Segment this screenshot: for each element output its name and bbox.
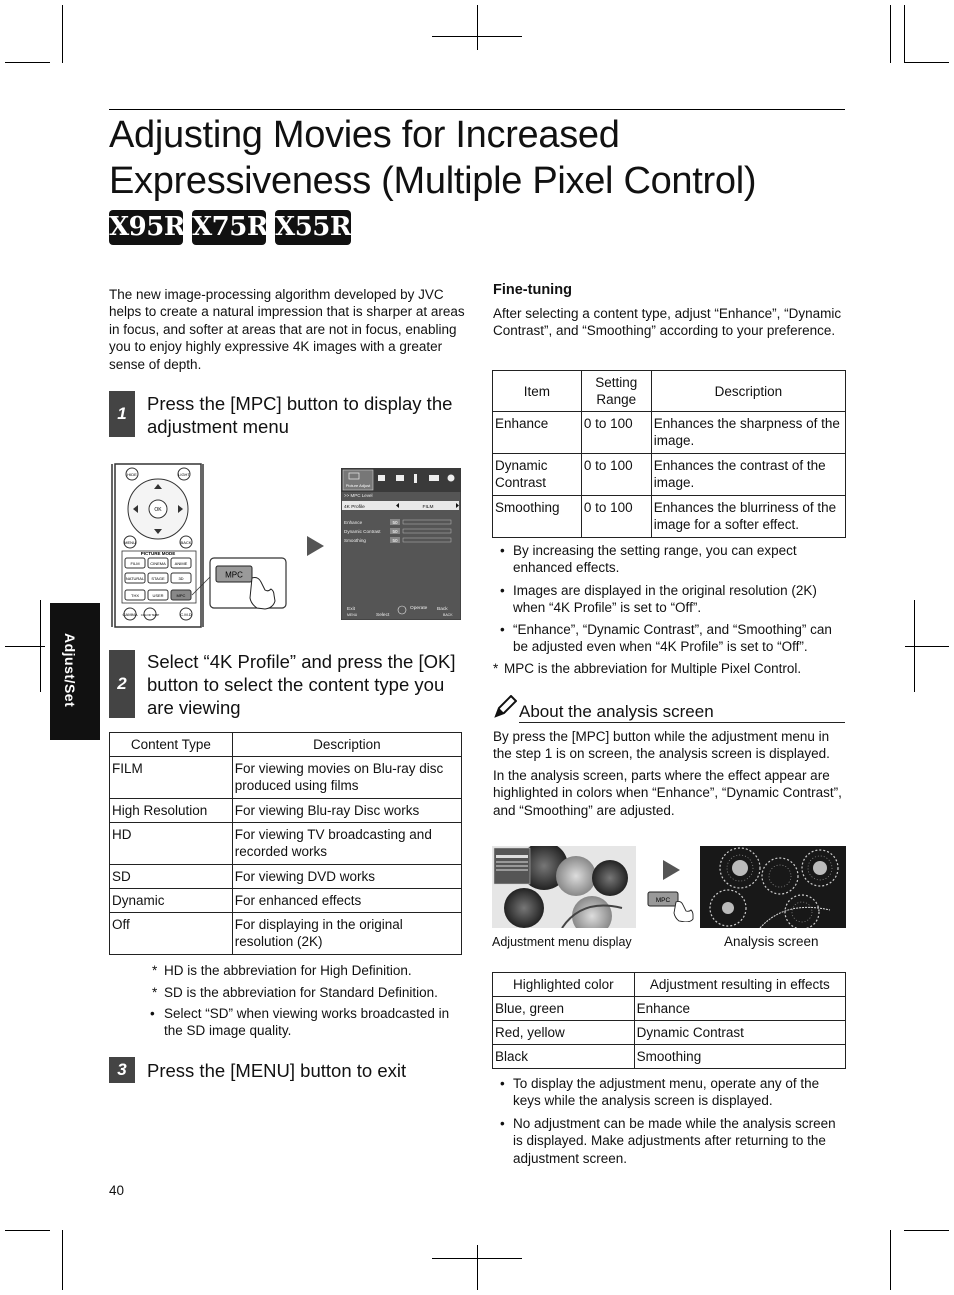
table-header-row — [493, 371, 846, 412]
step-3-number: 3 — [109, 1057, 135, 1083]
page-title-line-2: Expressiveness (Multiple Pixel Control) — [109, 160, 757, 202]
table-cell: Dynamic — [110, 889, 233, 913]
back-key: BACK — [443, 613, 453, 617]
note-mark: * — [152, 963, 158, 978]
light-button-label: LIGHT — [178, 472, 190, 477]
enhance-value: 50 — [392, 520, 398, 525]
crop-mark — [904, 1230, 949, 1231]
table-cell: High Resolution — [110, 799, 233, 823]
crop-mark — [5, 1230, 50, 1231]
table-cell: SD — [110, 865, 233, 889]
step-2-number: 2 — [109, 650, 135, 718]
natural-button-label: NATURAL — [125, 576, 145, 581]
4k-profile-value: FILM — [422, 505, 434, 510]
analysis-heading: About the analysis screen — [519, 702, 714, 721]
title-rule — [109, 109, 845, 110]
dynamic-contrast-label: Dynamic Contrast — [344, 529, 381, 534]
highlight-color-table — [492, 972, 846, 1069]
crop-mark — [904, 5, 905, 63]
table-cell: Enhances the blurriness of the image for a softer effect. — [651, 496, 845, 538]
table-row — [110, 865, 462, 889]
table-cell: 0 to 100 — [581, 412, 651, 454]
cinema-button-label: CINEMA — [150, 561, 166, 566]
note-text: HD is the abbreviation for High Definition. — [164, 963, 412, 978]
table-cell: Smoothing — [493, 496, 582, 538]
table-cell: For viewing DVD works — [232, 865, 461, 889]
table-row — [110, 823, 462, 865]
crop-mark — [890, 5, 891, 63]
mpc-callout-label: MPC — [225, 570, 243, 580]
table-cell: For viewing movies on Blu-ray disc produced using films — [232, 757, 461, 799]
analysis-para-1: By press the [MPC] button while the adjustment menu in the step 1 is on screen, the analysis screen is displayed. — [493, 729, 830, 762]
table-cell: Blue, green — [493, 997, 635, 1021]
page-number: 40 — [109, 1183, 125, 1198]
picture-adjust-tab-label: Picture Adjust — [345, 483, 371, 488]
table-row — [493, 1045, 846, 1069]
pencil-icon — [493, 695, 517, 719]
crop-mark — [5, 62, 50, 63]
note-mark: • — [500, 543, 505, 558]
mpc-press-illustration — [646, 890, 698, 922]
menu-breadcrumb: >> MPC Level — [344, 493, 373, 498]
table-cell: 0 to 100 — [581, 496, 651, 538]
back-button-label: BACK — [180, 540, 192, 545]
note-mark: • — [150, 1006, 155, 1021]
back-hint: Back — [437, 607, 448, 612]
model-badge-x75r: X75R — [192, 210, 266, 245]
hand-pointer-icon — [674, 901, 693, 922]
table-cell: For displaying in the original resolution (2K) — [232, 913, 461, 955]
arrow-right-icon — [307, 536, 324, 556]
note-mark: * — [493, 661, 499, 676]
table-cell: For viewing TV broadcasting and recorded works — [232, 823, 461, 865]
table-header-cell: Content Type — [110, 733, 233, 757]
note-mark: • — [500, 583, 505, 598]
arrow-right-icon — [663, 860, 680, 880]
table-cell: Enhances the contrast of the image. — [651, 454, 845, 496]
dynamic-contrast-value: 50 — [392, 529, 398, 534]
color-temp-button-label: COLOR TEMP — [140, 613, 160, 617]
note-text: Images are displayed in the original resolution (2K) when “4K Profile” is set to “Off”. — [513, 583, 817, 616]
crop-mark — [890, 1230, 891, 1290]
crop-mark — [477, 1245, 478, 1290]
crop-mark — [432, 36, 522, 37]
note-text: No adjustment can be made while the analysis screen is displayed. Make adjustments after returning to the adjustment screen. — [513, 1116, 836, 1166]
crop-mark — [432, 1258, 522, 1259]
table-cell: FILM — [110, 757, 233, 799]
table-cell: Black — [493, 1045, 635, 1069]
operate-hint: Operate — [410, 606, 428, 611]
table-cell: Enhances the sharpness of the image. — [651, 412, 845, 454]
3d-button-label: 3D — [178, 576, 184, 581]
crop-mark — [477, 5, 478, 50]
crop-mark — [62, 5, 63, 63]
analysis-heading-rule — [519, 722, 845, 723]
table-header-cell: Item — [493, 371, 582, 412]
section-tab — [50, 603, 100, 740]
caption-adjustment-menu: Adjustment menu display — [492, 935, 632, 949]
crop-mark — [905, 646, 949, 647]
analysis-screen-image — [700, 846, 846, 928]
table-cell: For viewing Blu-ray Disc works — [232, 799, 461, 823]
note-text: SD is the abbreviation for Standard Definition. — [164, 985, 438, 1000]
caption-analysis-screen: Analysis screen — [724, 934, 819, 949]
table-cell: Dynamic Contrast — [493, 454, 582, 496]
table-header-row — [110, 733, 462, 757]
note-mark: • — [500, 1076, 505, 1091]
table-row — [493, 412, 846, 454]
user-button-label: USER — [152, 593, 164, 598]
mpc-menu-screen — [341, 468, 461, 620]
hide-button-label: HIDE — [127, 472, 137, 477]
page-title — [109, 112, 849, 204]
table-header-cell: Highlighted color — [493, 973, 635, 997]
note-mark: * — [152, 985, 158, 1000]
mpc-button-label: MPC — [655, 897, 671, 904]
menu-button-label: MENU — [124, 540, 136, 545]
table-row — [110, 913, 462, 955]
adjustment-menu-display-image — [492, 846, 636, 928]
note-text: To display the adjustment menu, operate any of the keys while the analysis screen is displayed. — [513, 1076, 820, 1109]
table-cell: 0 to 100 — [581, 454, 651, 496]
crop-mark — [5, 646, 45, 647]
smoothing-label: Smoothing — [344, 538, 366, 543]
model-badge-x55r: X55R — [275, 210, 351, 245]
ok-button-label: OK — [154, 507, 162, 513]
table-cell: Red, yellow — [493, 1021, 635, 1045]
picture-mode-label: PICTURE MODE — [140, 551, 176, 556]
anime-button-label: ANIME — [174, 561, 188, 566]
note-text: MPC is the abbreviation for Multiple Pixel Control. — [504, 661, 802, 676]
table-row — [110, 757, 462, 799]
table-cell: Dynamic Contrast — [634, 1021, 845, 1045]
film-button-label: FILM — [130, 561, 140, 566]
enhance-label: Enhance — [344, 520, 363, 525]
table-cell: Off — [110, 913, 233, 955]
stage-button-label: STAGE — [151, 576, 165, 581]
table-row — [110, 799, 462, 823]
exit-hint: Exit — [347, 607, 355, 612]
table-row — [493, 1021, 846, 1045]
crop-mark — [62, 1230, 63, 1290]
4k-profile-label: 4K Profile — [344, 505, 365, 510]
table-header-cell: Description — [651, 371, 845, 412]
table-cell: For enhanced effects — [232, 889, 461, 913]
table-cell: Smoothing — [634, 1045, 845, 1069]
section-tab-label: Adjust/Set — [62, 633, 78, 708]
remote-illustration — [110, 462, 290, 630]
note-text: “Enhance”, “Dynamic Contrast”, and “Smoothing” can be adjusted even when “4K Profile” is set to “Off”. — [513, 622, 832, 655]
thx-button-label: THX — [131, 593, 139, 598]
crop-mark — [904, 62, 949, 63]
note-text: By increasing the setting range, you can expect enhanced effects. — [513, 543, 797, 576]
table-header-cell: Setting Range — [581, 371, 651, 412]
table-row — [493, 496, 846, 538]
model-badge-x95r: X95R — [109, 210, 183, 245]
step-1-text: Press the [MPC] button to display the adjustment menu — [147, 393, 453, 437]
exit-key: MENU — [347, 613, 358, 617]
step-2-text: Select “4K Profile” and press the [OK] button to select the content type you are viewing — [147, 651, 456, 718]
intro-text: The new image-processing algorithm developed by JVC helps to create a natural impression that is sharper at areas in focus, and softer at areas that are not in focus, enabling you to enjoy highly expressive 4K images with a greater sense of depth. — [109, 287, 465, 372]
analysis-para-2: In the analysis screen, parts where the effect appear are highlighted in colors when “Enhance”, “Dynamic Contrast”, and “Smoothing” are adjusted. — [493, 768, 842, 818]
mpc-button-label: MPC — [176, 593, 186, 598]
fine-tuning-table — [492, 370, 846, 538]
table-header-row — [493, 973, 846, 997]
table-cell: HD — [110, 823, 233, 865]
gamma-button-label: GAMMA — [122, 612, 138, 617]
page-title-line-1: Adjusting Movies for Increased — [109, 114, 620, 156]
note-text: Select “SD” when viewing works broadcasted in the SD image quality. — [164, 1006, 450, 1039]
cmd-button-label: C.M.D — [180, 612, 192, 617]
content-type-table — [109, 732, 462, 955]
step-3-text: Press the [MENU] button to exit — [147, 1060, 407, 1081]
table-row — [110, 889, 462, 913]
fine-tuning-text: After selecting a content type, adjust “Enhance”, “Dynamic Contrast”, and “Smoothing” according to your preference. — [493, 306, 842, 339]
step-1-number: 1 — [109, 391, 135, 437]
note-mark: • — [500, 622, 505, 637]
select-hint: Select — [376, 613, 390, 618]
table-header-cell: Adjustment resulting in effects — [634, 973, 845, 997]
smoothing-value: 50 — [392, 538, 398, 543]
table-cell: Enhance — [493, 412, 582, 454]
table-row — [493, 454, 846, 496]
table-cell: Enhance — [634, 997, 845, 1021]
note-mark: • — [500, 1116, 505, 1131]
fine-tuning-heading: Fine-tuning — [493, 282, 572, 298]
table-row — [493, 997, 846, 1021]
table-header-cell: Description — [232, 733, 461, 757]
